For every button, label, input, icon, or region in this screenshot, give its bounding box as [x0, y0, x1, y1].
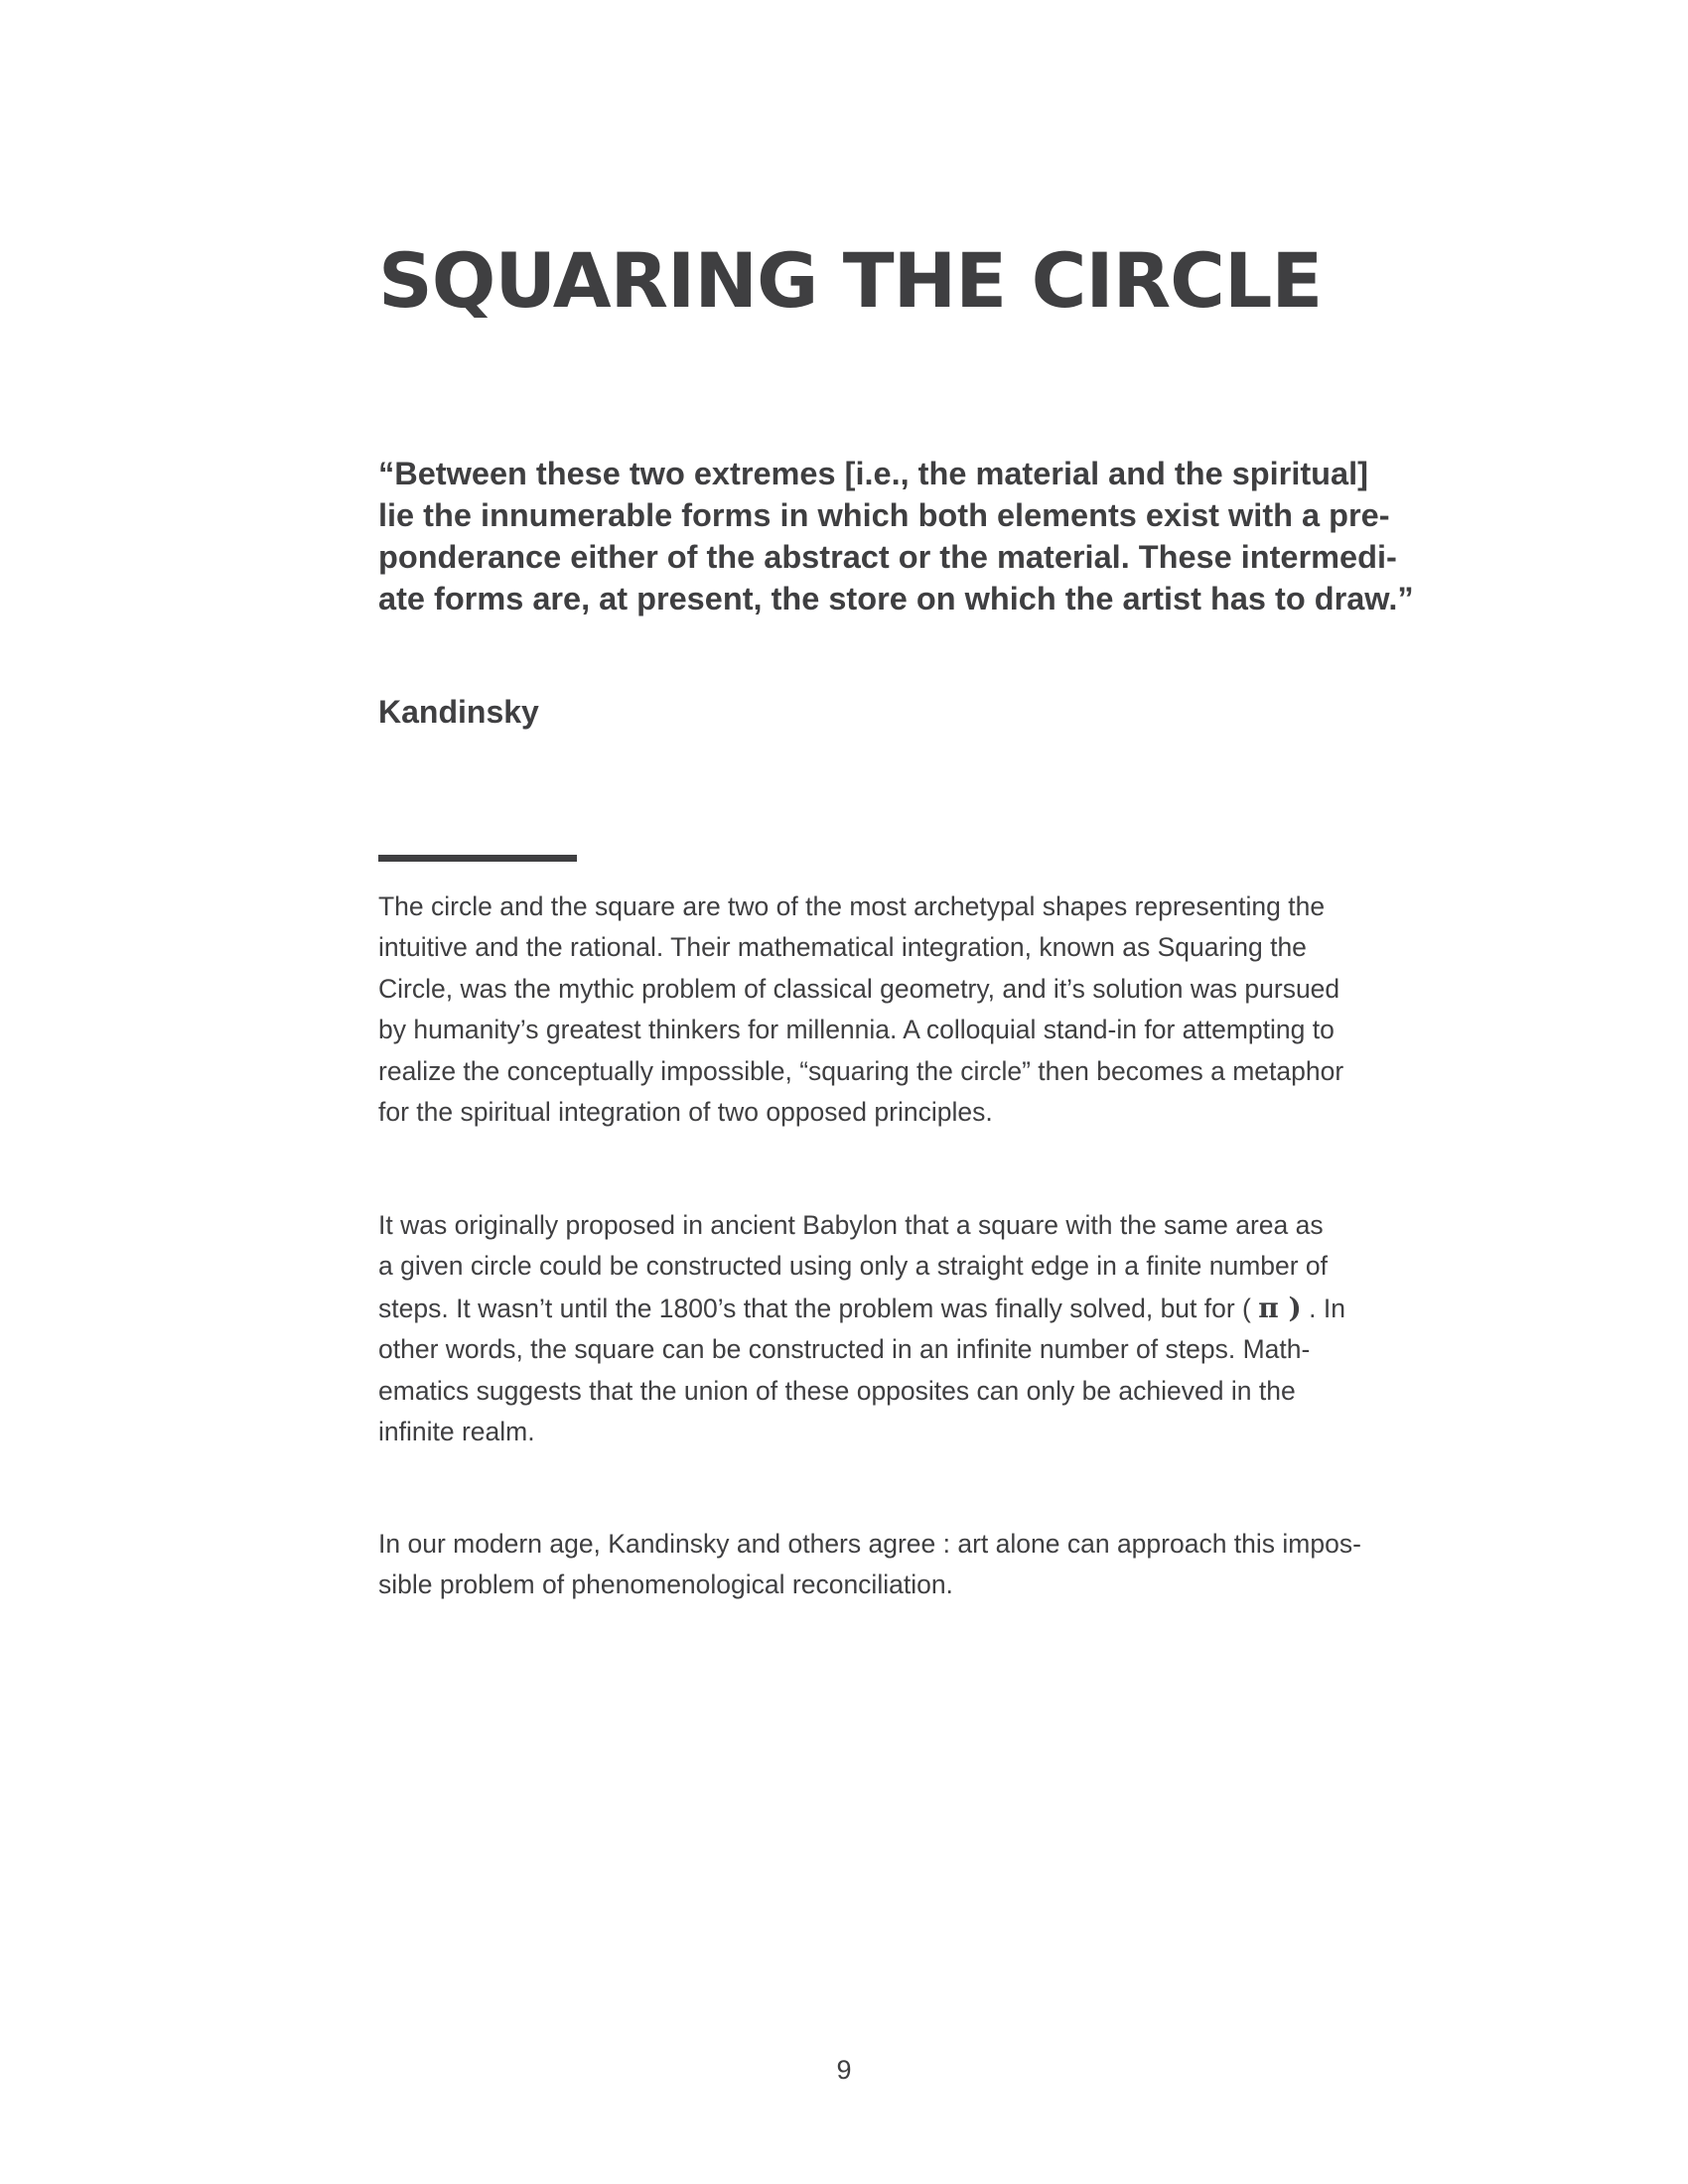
body-paragraph-2 — [378, 1205, 1431, 1452]
page-number: 9 — [836, 2055, 852, 2085]
paragraph-line: Circle, was the mythic problem of classical geometry, and it’s solution was pursued — [378, 973, 1340, 1004]
paragraph-line: intuitive and the rational. Their mathematical integration, known as Squaring the — [378, 932, 1307, 963]
paragraph-line — [378, 1288, 1431, 1329]
paragraph-line: by humanity’s greatest thinkers for millennia. A colloquial stand-in for attempting to — [378, 1015, 1335, 1045]
paragraph-line: The circle and the square are two of the most archetypal shapes representing the — [378, 891, 1326, 921]
body-paragraph-3 — [378, 1524, 1431, 1606]
paragraph-line: for the spiritual integration of two opposed principles. — [378, 1097, 993, 1128]
quote-line: “Between these two extremes [i.e., the material and the spiritual] — [378, 456, 1368, 491]
quote-line: ponderance either of the abstract or the material. These intermedi- — [378, 539, 1397, 575]
paragraph-line: other words, the square can be constructed in an infinite number of steps. Math- — [378, 1334, 1311, 1365]
quote-line: lie the innumerable forms in which both elements exist with a pre- — [378, 497, 1390, 533]
quote-line: ate forms are, at present, the store on which the artist has to draw.” — [378, 581, 1414, 616]
paragraph-line: infinite realm. — [378, 1417, 535, 1447]
paragraph-line: ematics suggests that the union of these opposites can only be achieved in the — [378, 1375, 1296, 1406]
quote-author: Kandinsky — [378, 694, 539, 730]
body-paragraph-1 — [378, 887, 1431, 1133]
paragraph-line: realize the conceptually impossible, “squaring the circle” then becomes a metaphor — [378, 1055, 1344, 1086]
paragraph-text: steps. It wasn’t until the 1800’s that the problem was finally solved, but for ( — [378, 1293, 1259, 1323]
paragraph-text: . In — [1301, 1293, 1345, 1323]
paragraph-line: sible problem of phenomenological reconciliation. — [378, 1570, 953, 1600]
section-divider — [378, 855, 577, 862]
page-title: SQUARING THE CIRCLE — [378, 236, 1323, 325]
paragraph-line: In our modern age, Kandinsky and others agree : art alone can approach this impos- — [378, 1529, 1361, 1559]
paragraph-line: a given circle could be constructed using only a straight edge in a finite number of — [378, 1251, 1329, 1282]
pi-symbol: π ) — [1258, 1291, 1302, 1324]
epigraph-quote — [378, 453, 1431, 619]
paragraph-line: It was originally proposed in ancient Babylon that a square with the same area as — [378, 1210, 1324, 1240]
